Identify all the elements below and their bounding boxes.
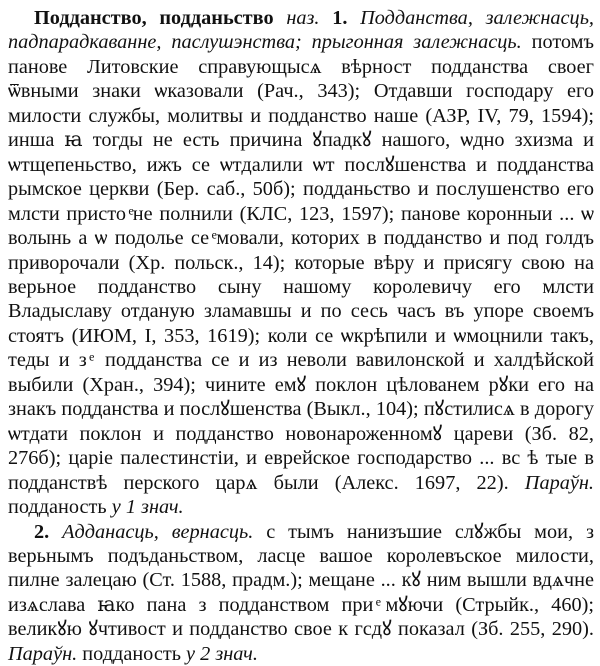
sense-1-paragraph — [8, 6, 594, 520]
headword: Подданство, подданьство — [34, 7, 274, 29]
sense-1-paraun-label: Параўн. — [524, 471, 594, 494]
sense-2-paraun-word: подданость — [82, 642, 181, 665]
sense-2-paraun-ref: у 2 знач. — [186, 642, 258, 665]
sense-2-gloss: Адданасць, вернасць. — [62, 520, 254, 543]
sense-2-paraun-label: Параўн. — [8, 642, 78, 665]
sense-1-gloss: Подданства, залежнасць, падпарадкаванне, паслушэнства; прыгонная залежнасць. — [8, 7, 594, 54]
sense-1-paraun-word: подданость — [8, 496, 107, 519]
sense-1-quotations: потомъ панове Литовские справующысѧ вѣрност подданства своег ѿвными знаки ѡказовали (Рач., 343); Отдавши господару его милости службы, молитвы и подданство наше (АЗР, IV, 79, 1594); инша ꙗ тогды не есть причина ꙋпадкꙋ нашого, ѡдно зхизма и ѡтщепеньство, ижъ се ѡтдалили ѡт послꙋшенства и подданства рымское церкви (Бер. саб., 50б); подданьство и послушенство его млсти присто ͤне полнили (КЛС, 123, 1597); панове коронныи ... ѡ волынь а ѡ подолье се ͤмовали, которих в подданство и под голдъ приворочали (Хр. польск., 14); которые вѣру и присягу свою на верьное подданство сыну нашому королевичу его млсти Владыславу отданую зламавшы и по сесь часъ въ упоре своемъ стоятъ (ИЮМ, I, 353, 1619); коли се ѡкрѣпили и ѡмоцнили такъ, теды и з ͤ подданства се и из неволи вавилонской и халдѣйской выбили (Хран., 394); чините емꙋ поклон цѣлованем рꙋки его на знакъ подданства и послꙋшенства (Выкл., 104); пꙋстилисѧ в дорогу ѡтдати поклон и подданство новонароженномꙋ цареви (Зб. 82, 276б); царіе палестинстіи, и еврейское господарство ... вс ѣ тые в подданствѣ перского царѧ были (Алекс. 1697, 22). — [8, 31, 594, 494]
grammar-label: наз. — [286, 7, 320, 29]
sense-2-paragraph — [8, 520, 594, 666]
sense-2-number: 2. — [34, 520, 50, 543]
sense-1-paraun-ref: у 1 знач. — [111, 496, 184, 519]
sense-2-quotations: с тымъ нанизъшие слꙋжбы мои, з верьнымъ подъданьством, ласце вашое королевъское милости, пилне залецаю (Ст. 1588, прадм.); мещане ... кꙋ ним вышли вдѧчне изѧслава ꙗко пана з подданством при ͤмꙋючи (Стрыйк., 460); великꙋю ꙋчтивост и подданство свое к гсдꙋ показал (Зб. 255, 290). — [8, 520, 594, 641]
sense-1-number: 1. — [332, 7, 348, 29]
